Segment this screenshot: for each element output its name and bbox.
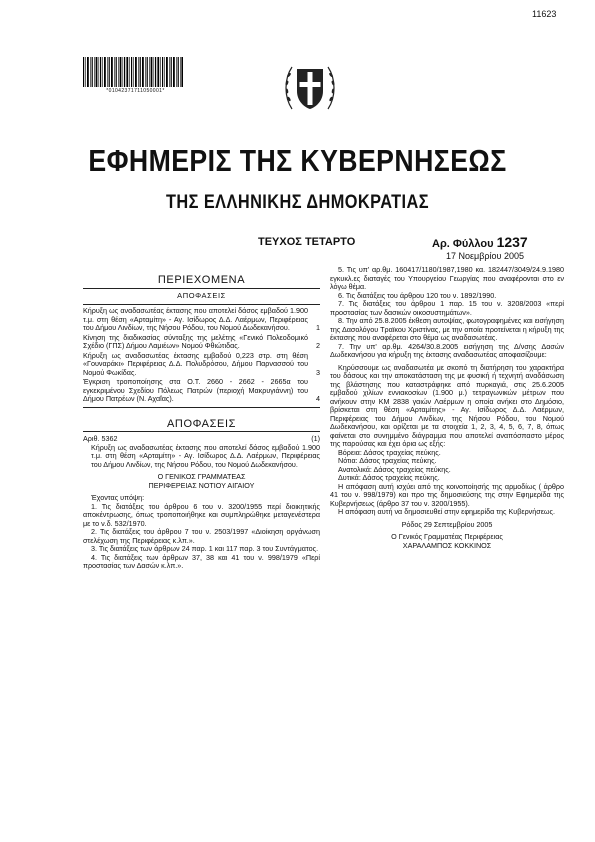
signatory-title: Ο Γενικός Γραμματέας Περιφέρειας bbox=[391, 532, 503, 541]
consideration-item: 8. Την από 25.8.2005 έκθεση αυτοψίας, φωτογραφημένες και εισήγηση της Δασολόγου Τραϊκου Χριστίνας, με την οποία προτείνεται η κήρυξη της έκτασης που αναφέρεται στο θέμα ως αναδασωτέας. bbox=[330, 316, 564, 342]
masthead-subtitle: ΤΗΣ ΕΛΛΗΝΙΚΗΣ ΔΗΜΟΚΡΑΤΙΑΣ bbox=[166, 192, 429, 213]
boundary-line: Δυτικά: Δάσος τραχείας πεύκης. bbox=[338, 473, 440, 482]
right-column bbox=[330, 266, 564, 550]
issue-number-label: Αρ. Φύλλου bbox=[432, 238, 497, 250]
contents-item bbox=[83, 307, 320, 333]
consideration-item: 5. Τις υπ' αρ.θμ. 160417/1180/1987,1980 κα. 182447/3049/24.9.1980 εγκυκλ.ες διαταγές του Υπουργείου Γεωργίας που αναφέρονται στο εν λόγω θέμα. bbox=[330, 265, 564, 291]
issue-type: ΤΕΥΧΟΣ ΤΕΤΑΡΤΟ bbox=[258, 236, 356, 248]
decision-body-paragraph: Κηρύσσουμε ως αναδασωτέα με σκοπό τη διατήρηση του χαρακτήρα του δάσους και την αποκατάσταση της με φυσική ή τεχνητή αναδάσωση της βλάστησης που καταστράφηκε από πυρκαγιά, στις 25.6.2005 εμβαδού χιλίων εννιακοσίων (1.900 μ.) τετραγωνικών μέτρων που ανήκουν στην ΚΜ 2838 γαιών Λαέρμων η οποία ανήκει στο Δημόσιο, βρίσκεται στη θέση «Αρταμίτης» - Αγ. Ισίδωρος Δ.Δ. Λαέρμων, Περιφέρειας του Δήμου Λινδίων, της Νήσου Ρόδου, του Νομού Δωδεκανήσου, και ορίζεται με τα στοιχεία 1, 2, 3, 4, 5, 6, 7, 8, όπως φαίνεται στο συνημμένο διάγραμμα που αποτελεί αναπόσπαστο μέρος της παρούσας και έχει όρια ως εξής: bbox=[330, 362, 564, 448]
contents-title: ΠΕΡΙΕΧΟΜΕΝΑ bbox=[157, 274, 246, 286]
boundary-line: Νότια: Δάσος τραχείας πεύκης. bbox=[338, 456, 437, 465]
consideration-item: 4. Τις διατάξεις των άρθρων 37, 38 και 41 του ν. 998/1979 «Περί προστασίας των Δασών κ.λπ.». bbox=[83, 552, 320, 570]
contents-item-page: 3 bbox=[316, 367, 320, 377]
left-column bbox=[83, 266, 320, 571]
consideration-item: 7. Την υπ' αρ.θμ. 4264/30.8.2005 εισήγηση της Δ/νσης Δασών Δωδεκανήσου για κήρυξη της έκτασης αναδασωτέας αποφασίζουμε: bbox=[330, 341, 564, 359]
decision-title: Κήρυξη ως αναδασωτέας έκτασης που αποτελεί δάσος εμβαδού 1.900 τ.μ. στη θέση «Αρταμίτη» - Αγ. Ισίδωρος Δ.Δ. Λαέρμων, Περιφέρειας του Δήμου Λινδίων, της Νήσου Ρόδου, του Νομού Δωδεκανήσου. bbox=[91, 442, 320, 469]
contents-item bbox=[83, 334, 320, 351]
greek-coat-of-arms-emblem bbox=[282, 57, 338, 117]
boundary-line: Βόρεια: Δάσος τραχείας πεύκης. bbox=[338, 447, 441, 457]
boundary-line: Ανατολικά: Δάσος τραχείας πεύκης. bbox=[338, 464, 451, 474]
signatory-name: ΧΑΡΑΛΑΜΠΟΣ ΚΟΚΚΙΝΟΣ bbox=[402, 540, 492, 550]
authority-line-1: Ο ΓΕΝΙΚΟΣ ΓΡΑΜΜΑΤΕΑΣ bbox=[157, 472, 246, 481]
issue-number-value: 1237 bbox=[496, 234, 528, 250]
decision-number: Αριθ. 5362 bbox=[83, 434, 118, 443]
closing-paragraph: Η απόφαση αυτή να δημοσιευθεί στην εφημερίδα της Κυβερνήσεως. bbox=[338, 507, 555, 516]
consideration-item: 3. Τις διατάξεις των άρθρων 24 παρ. 1 και 117 παρ. 3 του Συντάγματος. bbox=[91, 544, 319, 553]
contents-item-text: Κίνηση της διαδικασίας σύνταξης της μελέτης «Γενικό Πολεοδομικό Σχέδιο (ΓΠΣ) Δήμου Λαμιέων» Νομού Φθιώτιδας. bbox=[83, 332, 308, 350]
contents-item-page: 4 bbox=[316, 394, 320, 403]
decision-ref: (1) bbox=[311, 434, 320, 443]
contents-item-page: 1 bbox=[316, 323, 320, 332]
issue-number bbox=[432, 234, 528, 250]
consideration-item: 6. Τις διατάξεις του άρθρου 120 του ν. 1892/1990. bbox=[338, 290, 497, 300]
contents-item-page: 2 bbox=[316, 341, 320, 350]
having-regard: Έχοντας υπόψη: bbox=[91, 493, 145, 502]
page-number: 11623 bbox=[532, 9, 557, 19]
decisions-divider bbox=[83, 431, 320, 432]
consideration-item: 7. Τις διατάξεις του άρθρου 1 παρ. 15 του ν. 3208/2003 «περί προστασίας των δασικών οικοσυστημάτων». bbox=[330, 299, 564, 317]
barcode bbox=[83, 57, 183, 89]
contents-item bbox=[83, 378, 320, 404]
contents-list bbox=[83, 304, 320, 408]
place-date: Ρόδος 29 Σεπτεμβρίου 2005 bbox=[401, 519, 493, 529]
contents-item-text: Έγκριση τροποποίησης στα Ο.Τ. 2660 - 2662 - 2665α του εγκεκριμένου Σχεδίου Πόλεως Πατρών (περιοχή Μακρυγιάννη) του Δήμου Πατρέων (Ν. Αχαΐας). bbox=[83, 377, 308, 403]
contents-divider bbox=[83, 288, 320, 289]
barcode-number: *01042371711050001* bbox=[106, 88, 165, 94]
contents-item-text: Κήρυξη ως αναδασωτέας έκτασης εμβαδού 0,223 στρ. στη θέση «Γουναράκι» Περιφέρειας Δ.Δ. Πολυδρόσου, Δήμου Παρνασσού του Νομού Φωκίδας. bbox=[83, 350, 308, 377]
closing-paragraph: Η απόφαση αυτή ισχύει από της κοινοποίησής της αρμοδίως ( άρθρο 41 του ν. 998/1979) και προ της δημοσιεύσης της στην Εφημερίδα της Κυβερνήσεως (άρθρο 37 του ν. 3200/1955). bbox=[330, 481, 564, 508]
masthead-title: ΕΦΗΜΕΡΙΣ ΤΗΣ ΚΥΒΕΡΝΗΣΕΩΣ bbox=[88, 143, 507, 178]
contents-item-text: Κήρυξη ως αναδασωτέας έκτασης που αποτελεί δάσος εμβαδού 1.900 τ.μ. στη θέση «Αρταμίτη» - Αγ. Ισίδωρος Δ.Δ. Λαέρμων, Περιφέρειας του Δήμου Λινδίων, της Νήσου Ρόδου, του Νομού Δωδεκανήσου. bbox=[83, 306, 308, 332]
consideration-item: 2. Τις διατάξεις του άρθρου 7 του ν. 2503/1997 «Διοίκηση οργάνωση στελέχωση της Περιφέρειας κ.λπ.». bbox=[83, 527, 320, 545]
contents-item bbox=[83, 352, 320, 378]
authority-line-2: ΠΕΡΙΦΕΡΕΙΑΣ ΝΟΤΙΟΥ ΑΙΓΑΙΟΥ bbox=[148, 480, 255, 490]
decisions-title: ΑΠΟΦΑΣΕΙΣ bbox=[166, 417, 237, 430]
contents-subtitle: ΑΠΟΦΑΣΕΙΣ bbox=[177, 290, 226, 300]
consideration-item: 1. Τις διατάξεις του άρθρου 6 του ν. 3200/1955 περί διοικητικής αποκέντρωσης, όπως τροποποιήθηκε και συμπληρώθηκε μεταγενέστερα με το ν.δ. 532/1970. bbox=[83, 501, 320, 528]
issue-date: 17 Νοεμβρίου 2005 bbox=[446, 251, 524, 261]
